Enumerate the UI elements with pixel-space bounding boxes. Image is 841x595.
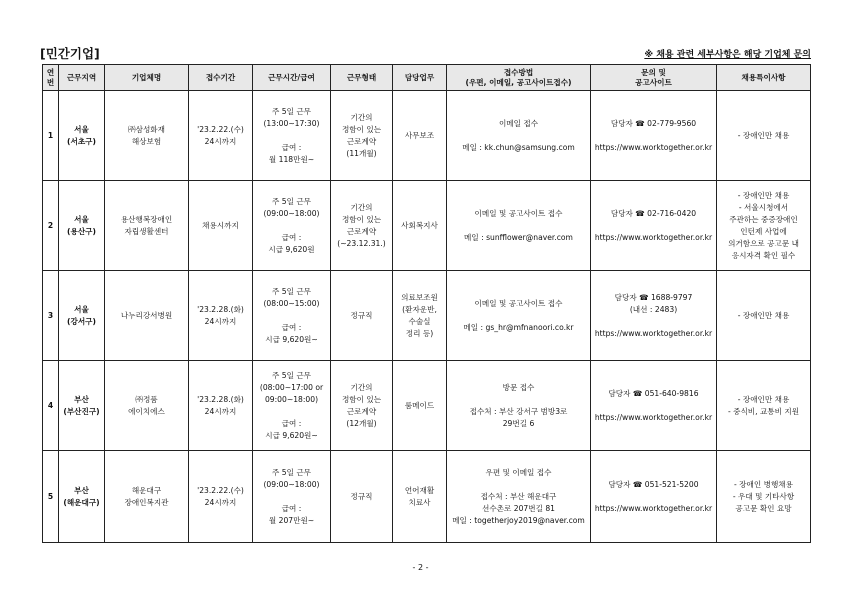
row-type: 기간의 정함이 있는 근로계약 (~23.12.31.)	[331, 181, 393, 271]
table-row	[43, 91, 811, 181]
row-no: 4	[43, 361, 59, 451]
row-period: '23.2.22.(수) 24시까지	[189, 451, 253, 543]
header-duty: 담당업무	[393, 65, 447, 91]
row-hours: 주 5일 근무 (09:00~18:00) 급여 : 월 207만원~	[253, 451, 331, 543]
row-company: ㈜정품 에이치에스	[105, 361, 189, 451]
row-period: 채용시까지	[189, 181, 253, 271]
row-contact: 담당자 ☎ 1688-9797 (내선 : 2483) https://www.worktogether.or.kr	[591, 271, 717, 361]
header-no: 연 번	[43, 65, 59, 91]
row-apply: 우편 및 이메일 접수 접수처 : 부산 해운대구 선수촌로 207번길 81 메일 : togetherjoy2019@naver.com	[447, 451, 591, 543]
row-company: 용산행복장애인 자립생활센터	[105, 181, 189, 271]
row-notes: - 장애인 병행채용 - 우대 및 기타사항 공고문 확인 요망	[717, 451, 811, 543]
row-duty: 언어재활 치료사	[393, 451, 447, 543]
row-no: 2	[43, 181, 59, 271]
row-notes: - 장애인만 채용 - 중식비, 교통비 지원	[717, 361, 811, 451]
row-duty: 룸메이드	[393, 361, 447, 451]
header-notes: 채용특이사항	[717, 65, 811, 91]
row-duty: 의료보조원 (환자운반, 수술실 정리 등)	[393, 271, 447, 361]
row-apply: 이메일 및 공고사이트 접수 메일 : sunfflower@naver.com	[447, 181, 591, 271]
row-apply: 이메일 및 공고사이트 접수 메일 : gs_hr@mfnanoori.co.kr	[447, 271, 591, 361]
row-region: 서울 (용산구)	[59, 181, 105, 271]
header-apply: 접수방법 (우편, 이메일, 공고사이트접수)	[447, 65, 591, 91]
table-row	[43, 451, 811, 543]
row-apply: 이메일 접수 메일 : kk.chun@samsung.com	[447, 91, 591, 181]
table-header-row	[43, 65, 811, 91]
row-notes: - 장애인만 채용 - 서울시청에서 주관하는 중증장애인 인턴제 사업에 의거함으로 공고문 내 응시자격 확인 필수	[717, 181, 811, 271]
row-type: 정규직	[331, 451, 393, 543]
row-contact: 담당자 ☎ 02-779-9560 https://www.worktogether.or.kr	[591, 91, 717, 181]
row-period: '23.2.28.(화) 24시까지	[189, 361, 253, 451]
row-notes: - 장애인만 채용	[717, 91, 811, 181]
table-row	[43, 181, 811, 271]
row-region: 서울 (강서구)	[59, 271, 105, 361]
page-number: - 2 -	[412, 563, 429, 572]
row-hours: 주 5일 근무 (08:00~17:00 or 09:00~18:00) 급여 : 시급 9,620원~	[253, 361, 331, 451]
row-no: 5	[43, 451, 59, 543]
row-company: 해운대구 장애인복지관	[105, 451, 189, 543]
header-type: 근무형태	[331, 65, 393, 91]
row-hours: 주 5일 근무 (13:00~17:30) 급여 : 월 118만원~	[253, 91, 331, 181]
row-type: 기간의 정함이 있는 근로계약 (11개월)	[331, 91, 393, 181]
row-duty: 사회복지사	[393, 181, 447, 271]
job-listings-table	[42, 64, 811, 543]
row-duty: 사무보조	[393, 91, 447, 181]
row-region: 부산 (부산진구)	[59, 361, 105, 451]
row-region: 서울 (서초구)	[59, 91, 105, 181]
row-notes: - 장애인만 채용	[717, 271, 811, 361]
table-row	[43, 361, 811, 451]
row-no: 1	[43, 91, 59, 181]
row-company: ㈜삼성화재 해상보험	[105, 91, 189, 181]
row-apply: 방문 접수 접수처 : 부산 강서구 범방3로 29번길 6	[447, 361, 591, 451]
row-contact: 담당자 ☎ 02-716-0420 https://www.worktogether.or.kr	[591, 181, 717, 271]
header-contact: 문의 및 공고사이트	[591, 65, 717, 91]
row-contact: 담당자 ☎ 051-640-9816 https://www.worktogether.or.kr	[591, 361, 717, 451]
header-company: 기업체명	[105, 65, 189, 91]
row-contact: 담당자 ☎ 051-521-5200 https://www.worktogether.or.kr	[591, 451, 717, 543]
table-row	[43, 271, 811, 361]
row-no: 3	[43, 271, 59, 361]
header-hours: 근무시간/급여	[253, 65, 331, 91]
header-region: 근무지역	[59, 65, 105, 91]
section-title: [민간기업]	[40, 46, 100, 61]
row-type: 정규직	[331, 271, 393, 361]
row-period: '23.2.28.(화) 24시까지	[189, 271, 253, 361]
row-hours: 주 5일 근무 (08:00~15:00) 급여 : 시급 9,620원~	[253, 271, 331, 361]
row-hours: 주 5일 근무 (09:00~18:00) 급여 : 시급 9,620원	[253, 181, 331, 271]
inquiry-notice: ※ 채용 관련 세부사항은 해당 기업체 문의	[644, 50, 811, 60]
row-region: 부산 (해운대구)	[59, 451, 105, 543]
row-period: '23.2.22.(수) 24시까지	[189, 91, 253, 181]
row-company: 나누리강서병원	[105, 271, 189, 361]
header-period: 접수기간	[189, 65, 253, 91]
row-type: 기간의 정함이 있는 근로계약 (12개월)	[331, 361, 393, 451]
